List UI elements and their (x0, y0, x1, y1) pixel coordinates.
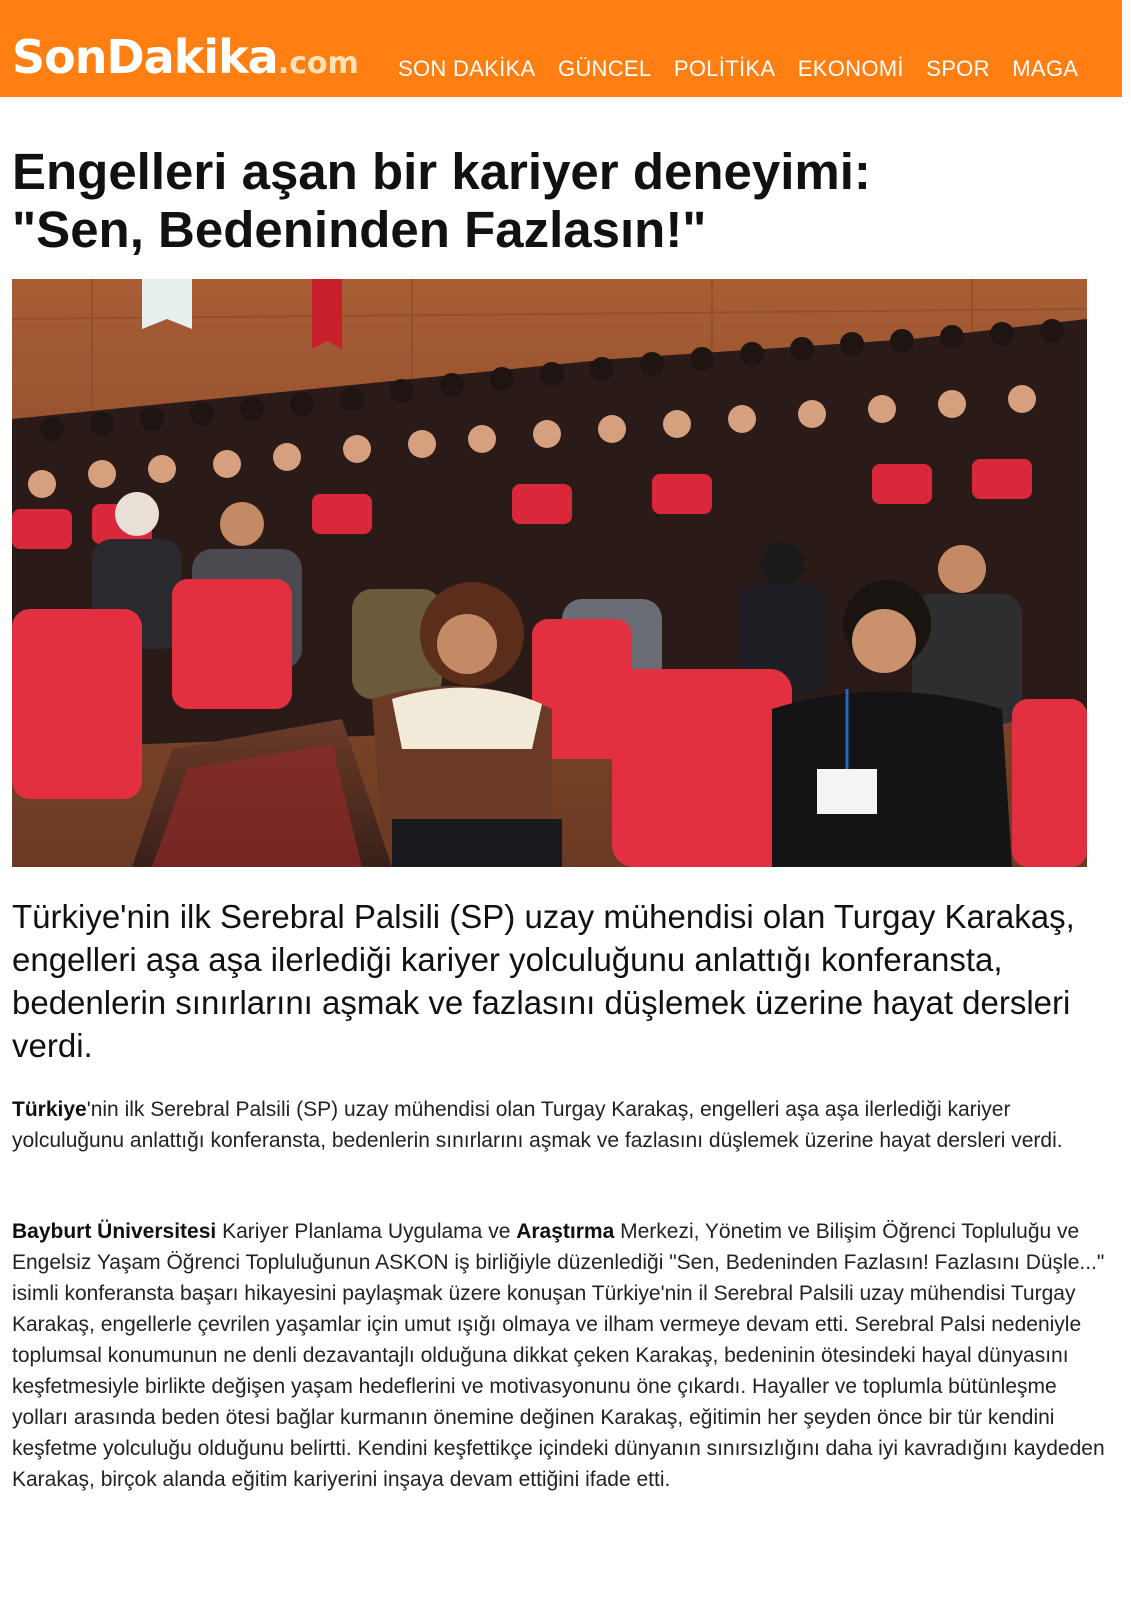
nav-item-guncel[interactable]: GÜNCEL (557, 56, 652, 81)
article-summary: Türkiye'nin ilk Serebral Palsili (SP) uzay mühendisi olan Turgay Karakaş, engelleri aşa aşa ilerlediği kariyer yolculuğunu anlattığı konferansta, bedenlerin sınırlarını aşmak ve fazlasını düşlemek üzerine hayat dersleri verdi. (12, 898, 1075, 1064)
article-paragraph-2 (12, 1216, 1107, 1495)
nav-item-politika[interactable]: POLİTİKA (673, 56, 776, 81)
audience-photo (12, 279, 1087, 867)
article-paragraph-1 (12, 1094, 1107, 1156)
article-title-line-1: Engelleri aşan bir kariyer deneyimi: (12, 143, 871, 200)
link-turkiye[interactable]: Türkiye (12, 1098, 87, 1121)
logo-main-text: SonDakika (12, 30, 278, 84)
main-menu (398, 56, 1096, 82)
nav-item-ekonomi[interactable]: EKONOMİ (797, 56, 904, 81)
article-title-line-2: "Sen, Bedeninden Fazlasın!" (12, 201, 707, 258)
nav-item-magazin[interactable]: MAGA (1012, 56, 1079, 81)
paragraph-2-text-b: Merkezi, Yönetim ve Bilişim Öğrenci Topluluğu ve Engelsiz Yaşam Öğrenci Topluluğunun ASKON iş birliğiyle düzenlediği "Sen, Bedeninden Fazlasın! Fazlasını Düşle..." isimli konferansta başarı hikayesini paylaşmak üzere konuşan Türkiye'nin il Serebral Palsili uzay mühendisi Turgay Karakaş, engellerle çevrilen yaşamlar için umut ışığı olmaya ve ilham vermeye devam etti. Serebral Palsi nedeniyle toplumsal konumunun ne denli dezavantajlı olduğuna dikkat çeken Karakaş, bedeninin ötesindeki hayal dünyasını keşfetmesiyle birlikte değişen yaşam hedeflerini ve motivasyonunu öne çıkardı. Hayaller ve toplumla bütünleşme yolları arasında beden ötesi bağlar kurmanın önemine değinen Karakaş, eğitimin her şeyden önce bir tür kendini keşfetme yolculuğu olduğunu belirtti. Kendini keşfettikçe içindeki dünyanın sınırsızlığını daha iyi kavradığını kaydeden Karakaş, birçok alanda eğitim kariyerini inşaya devam ettiğini ifade etti. (12, 1220, 1105, 1491)
link-bayburt-universitesi[interactable]: Bayburt Üniversitesi (12, 1220, 217, 1243)
link-arastirma[interactable]: Araştırma (516, 1220, 615, 1243)
audience-photo-icon (12, 279, 1087, 867)
paragraph-1-text: 'nin ilk Serebral Palsili (SP) uzay mühendisi olan Turgay Karakaş, engelleri aşa aşa ilerlediği kariyer yolculuğunu anlattığı konferansta, bedenlerin sınırlarını aşmak ve fazlasını düşlemek üzerine hayat dersleri verdi. (12, 1098, 1063, 1152)
nav-item-spor[interactable]: SPOR (926, 56, 990, 81)
top-navigation-bar (0, 0, 1122, 97)
logo-suffix-text: .com (277, 46, 359, 81)
nav-item-son-dakika[interactable]: SON DAKİKA (398, 56, 536, 81)
site-logo[interactable] (12, 30, 359, 84)
article-title (12, 143, 1102, 259)
paragraph-2-text-a: Kariyer Planlama Uygulama ve (216, 1220, 517, 1243)
